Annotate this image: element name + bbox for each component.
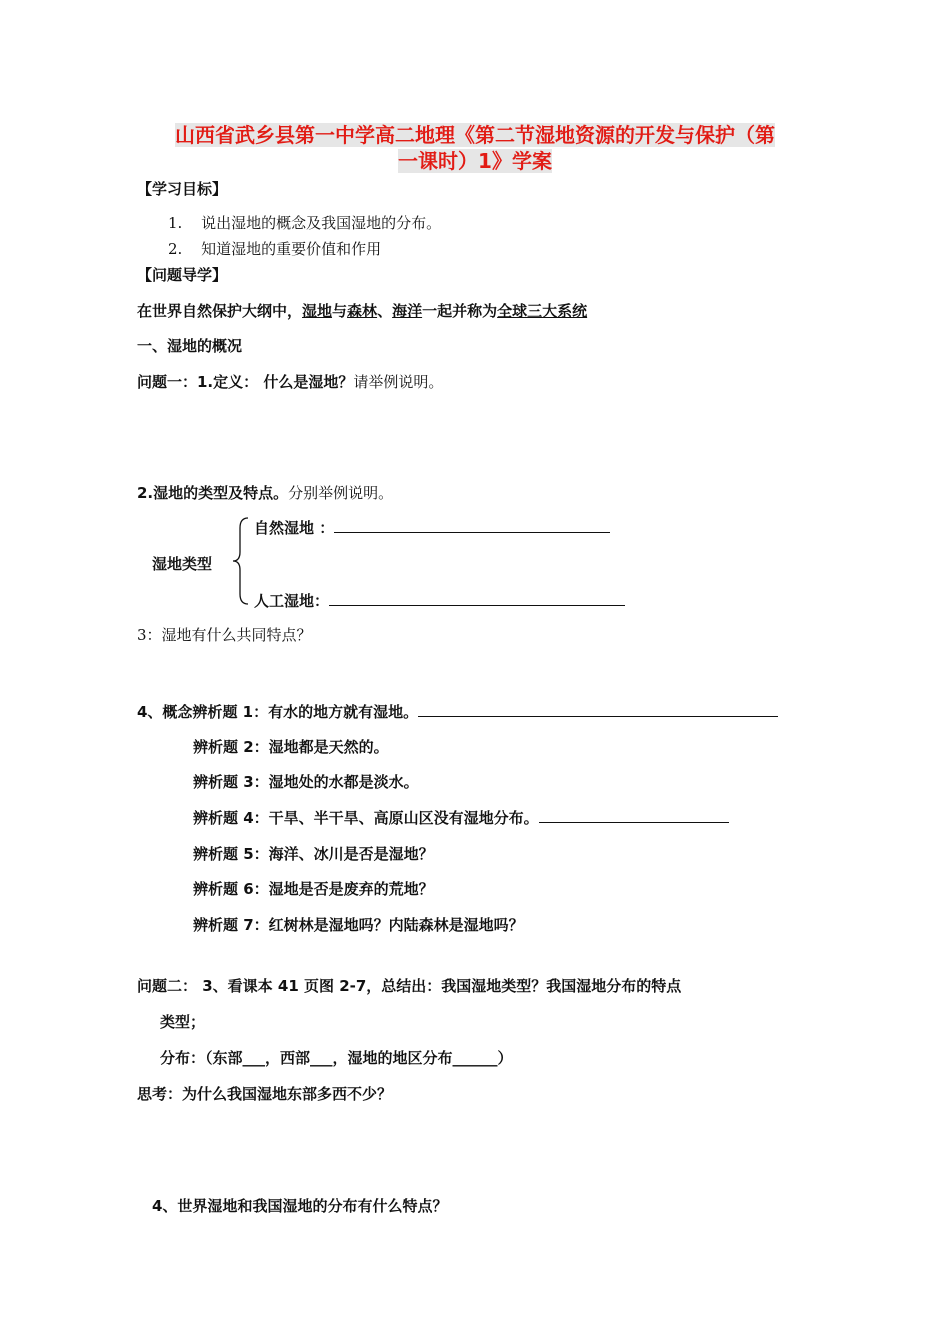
- intro-ocean: 海洋: [392, 302, 423, 320]
- question-two: 问题二： 3、看课本 41 页图 2-7，总结出：我国湿地类型？我国湿地分布的特点: [137, 977, 682, 995]
- objective-number: 1.: [168, 214, 183, 232]
- artificial-label: 人工湿地：: [254, 592, 330, 610]
- artificial-answer-blank[interactable]: [329, 591, 625, 606]
- wetland-artificial-line: [254, 590, 625, 611]
- world-distribution-question: 4、世界湿地和我国湿地的分布有什么特点？: [152, 1197, 448, 1215]
- think-question: 思考：为什么我国湿地东部多西不少？: [137, 1085, 393, 1103]
- analysis-4-text: 辨析题 4：干旱、半干旱、高原山区没有湿地分布。: [193, 809, 539, 827]
- analysis-1-text: 4、概念辨析题 1：有水的地方就有湿地。: [137, 703, 419, 721]
- wetland-types-label: 湿地类型: [152, 555, 213, 573]
- analysis-question-4: [193, 807, 729, 828]
- analysis-question-1: [137, 701, 778, 722]
- objective-text: 说出湿地的概念及我国湿地的分布。: [201, 214, 442, 232]
- part1-heading: 一、湿地的概况: [137, 337, 243, 355]
- wetland-natural-line: [254, 517, 610, 538]
- intro-sentence: [137, 300, 587, 321]
- objective-item-2: [168, 238, 381, 259]
- objective-number: 2.: [168, 240, 183, 258]
- analysis-question-6: 辨析题 6：湿地是否是废弃的荒地？: [193, 880, 434, 898]
- question-2: [137, 482, 393, 503]
- question-1-rest: 请举例说明。: [353, 373, 444, 391]
- analysis-question-2: 辨析题 2：湿地都是天然的。: [193, 738, 389, 756]
- analysis-4-blank[interactable]: [539, 808, 729, 823]
- question-3: 3：湿地有什么共同特点？: [137, 626, 312, 644]
- intro-prefix: 在世界自然保护大纲中，: [137, 302, 303, 320]
- distribution-line: 分布：（东部___，西部___，湿地的地区分布______）: [160, 1049, 513, 1067]
- analysis-question-7: 辨析题 7：红树林是湿地吗？内陆森林是湿地吗？: [193, 916, 524, 934]
- guide-heading: 【问题导学】: [137, 266, 228, 284]
- natural-label: 自然湿地 ：: [254, 519, 335, 537]
- intro-three-systems: 全球三大系统: [497, 302, 588, 320]
- natural-answer-blank[interactable]: [334, 518, 610, 533]
- title-line-2: 一课时）1》学案: [398, 149, 552, 173]
- brace-icon: [232, 516, 250, 606]
- page-title: [130, 122, 820, 174]
- question-2-rest: 分别举例说明。: [288, 484, 394, 502]
- intro-forest: 森林: [347, 302, 378, 320]
- analysis-question-3: 辨析题 3：湿地处的水都是淡水。: [193, 773, 419, 791]
- intro-together: 一起并称为: [422, 302, 498, 320]
- intro-wetland: 湿地: [302, 302, 333, 320]
- objective-text: 知道湿地的重要价值和作用: [201, 240, 382, 258]
- title-line-1: 山西省武乡县第一中学高二地理《第二节湿地资源的开发与保护（第: [175, 123, 775, 147]
- question-2-bold: 2.湿地的类型及特点。: [137, 484, 289, 502]
- objective-item-1: [168, 212, 441, 233]
- analysis-question-5: 辨析题 5：海洋、冰川是否是湿地？: [193, 845, 434, 863]
- analysis-1-blank[interactable]: [418, 702, 778, 717]
- objectives-heading: 【学习目标】: [137, 180, 228, 198]
- question-1-bold: 问题一：1.定义： 什么是湿地？: [137, 373, 354, 391]
- intro-sep: 、: [377, 302, 393, 320]
- intro-and: 与: [332, 302, 348, 320]
- types-line: 类型；: [160, 1013, 206, 1031]
- question-1: [137, 371, 443, 392]
